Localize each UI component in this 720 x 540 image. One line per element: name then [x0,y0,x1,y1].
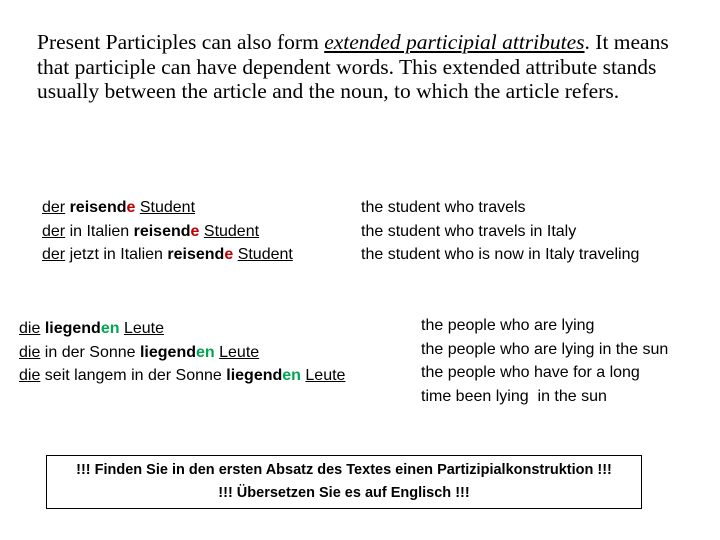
der-example-line [42,243,293,267]
intro-paragraph [37,30,677,104]
die-examples [19,317,345,388]
noun: Leute [123,320,164,337]
der-example-line [42,220,293,244]
task-line-2: !!! Übersetzen Sie es auf Englisch !!! [218,485,470,501]
article: der [42,222,66,240]
intro-text-end: . It means that participle can have dependent words. This extended attribute stands usually between the article and the noun, to which the article refers. [37,30,669,103]
participle-ending: e [126,199,136,216]
participle-ending: e [190,222,200,240]
article: der [42,199,66,216]
noun: Leute [305,367,346,384]
task-line-1: !!! Finden Sie in den ersten Absatz des Textes einen Partizipialkonstruktion !!! [76,462,612,478]
die-example-line [19,341,345,365]
participle-stem: reisend [167,246,225,263]
participle-stem: liegend [226,367,283,384]
participle-stem: liegend [44,320,101,337]
die-translations [421,314,668,408]
intro-text-start: Present Participles can also form [37,30,325,54]
article: die [19,320,41,337]
der-example-line [42,196,293,220]
participle-stem: reisend [69,199,127,216]
article: der [42,246,66,263]
participle-stem: reisend [133,222,191,240]
participle-stem: liegend [139,343,196,361]
modifier: in Italien [65,222,134,240]
translation-line: the student who travels in Italy [361,222,577,240]
der-translations [361,196,639,267]
translation-line: the student who is now in Italy traveling [361,246,640,263]
translation-line: time been lying in the sun [421,387,607,405]
participle-ending: e [224,246,234,263]
participle-ending: en [282,367,301,384]
translation-line: the student who travels [361,199,526,216]
participle-ending: en [196,343,215,361]
modifier: seit langem in der Sonne [40,367,227,384]
modifier: in der Sonne [40,343,140,361]
translation-line: the people who are lying [421,317,595,334]
article: die [19,343,41,361]
article: die [19,367,41,384]
participle-ending: en [100,320,120,337]
die-example-line [19,317,345,341]
translation-line: the people who are lying in the sun [421,340,669,358]
noun: Leute [219,343,260,361]
noun: Student [237,246,293,263]
translation-line: the people who have for a long [421,364,640,381]
intro-emphasis: extended participial attributes [324,30,585,54]
noun: Student [203,222,260,240]
noun: Student [139,199,196,216]
die-example-line [19,364,345,388]
der-examples [42,196,293,267]
task-box [46,455,642,509]
modifier: jetzt in Italien [65,246,168,263]
